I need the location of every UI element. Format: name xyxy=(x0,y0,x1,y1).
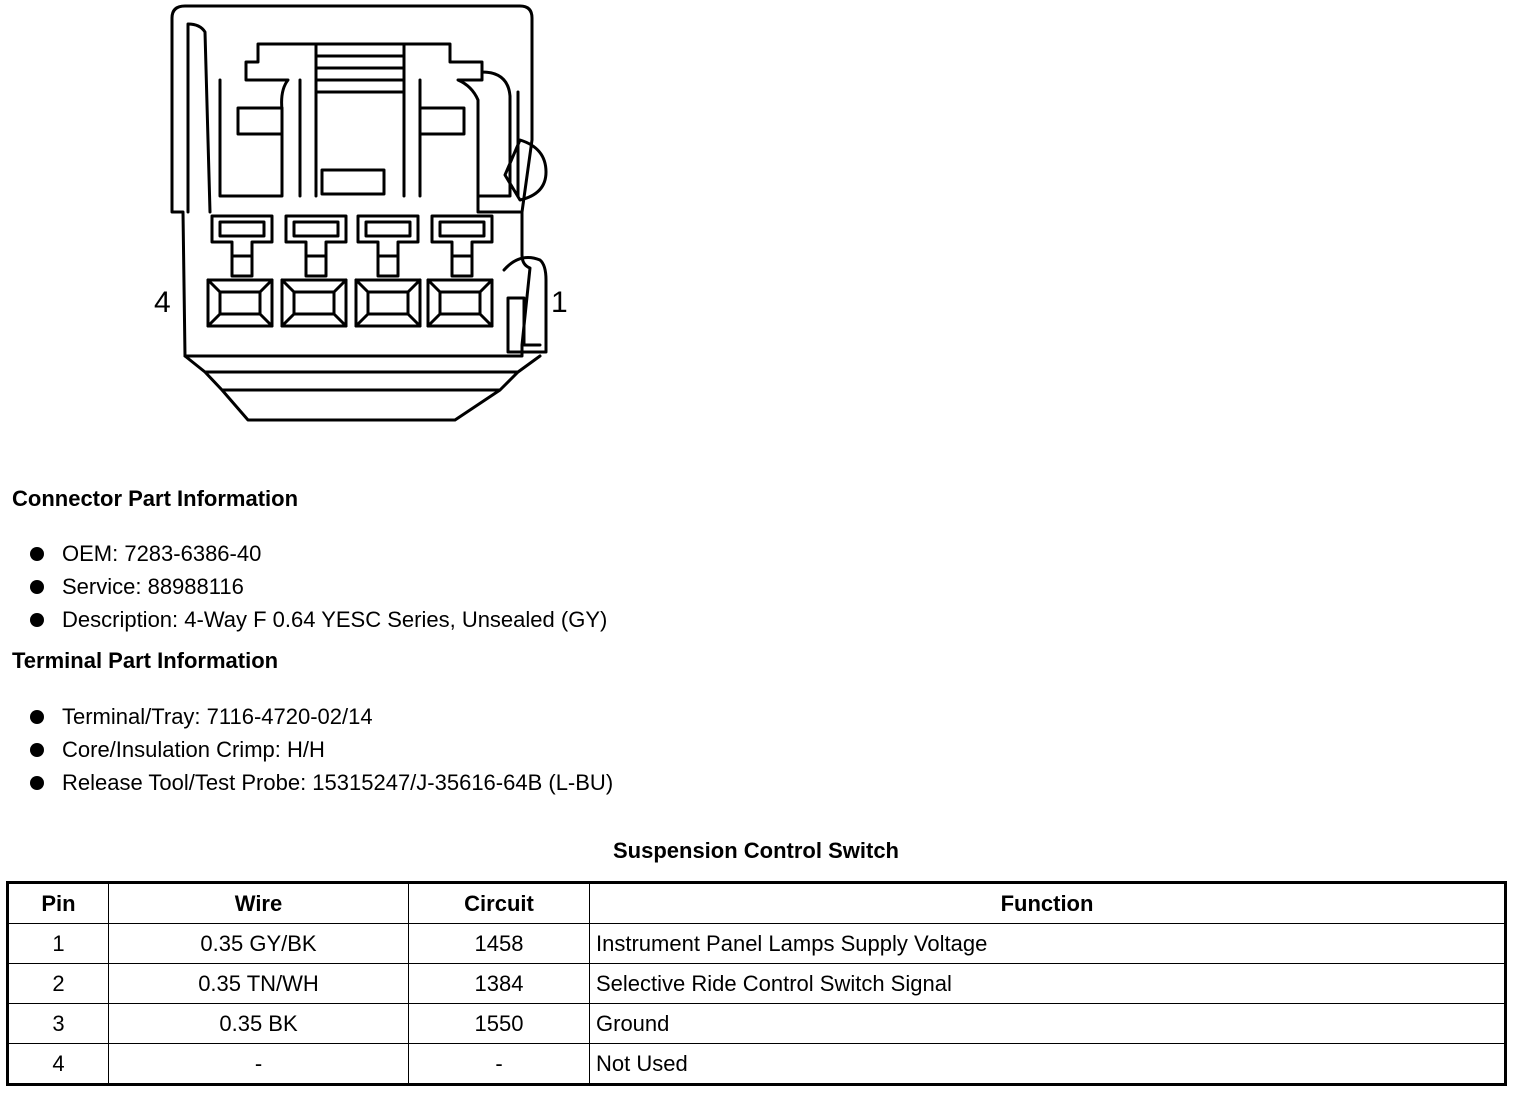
list-item: Description: 4-Way F 0.64 YESC Series, Unsealed (GY) xyxy=(26,603,607,636)
table-row xyxy=(8,1004,1506,1044)
pin-label-right: 1 xyxy=(551,286,568,319)
cell-pin: 3 xyxy=(8,1004,109,1044)
cell-function: Selective Ride Control Switch Signal xyxy=(590,964,1506,1004)
list-item: Core/Insulation Crimp: H/H xyxy=(26,733,613,766)
cell-circuit: 1458 xyxy=(409,924,590,964)
cell-pin: 4 xyxy=(8,1044,109,1085)
center-rails xyxy=(300,44,420,196)
cell-circuit: 1550 xyxy=(409,1004,590,1044)
right-slot xyxy=(420,108,464,134)
bullet-icon xyxy=(30,547,44,561)
list-item: Terminal/Tray: 7116-4720-02/14 xyxy=(26,700,613,733)
connector-info-heading: Connector Part Information xyxy=(12,486,299,511)
cell-pin: 1 xyxy=(8,924,109,964)
cell-wire: - xyxy=(109,1044,409,1085)
connector-drawing xyxy=(140,0,560,430)
bullet-icon xyxy=(30,776,44,790)
connector-skirt xyxy=(185,356,540,420)
terminal-cavities xyxy=(208,280,492,326)
terminal-info-heading: Terminal Part Information xyxy=(12,648,279,673)
cell-wire: 0.35 GY/BK xyxy=(109,924,409,964)
center-window xyxy=(322,170,384,194)
cell-wire: 0.35 BK xyxy=(109,1004,409,1044)
table-title: Suspension Control Switch xyxy=(612,838,899,863)
header-pin: Pin xyxy=(8,883,109,924)
list-item: Service: 88988116 xyxy=(26,570,607,603)
bullet-icon xyxy=(30,710,44,724)
header-function: Function xyxy=(590,883,1506,924)
table-header-row xyxy=(8,883,1506,924)
connector-info-list xyxy=(26,537,607,636)
cell-function: Ground xyxy=(590,1004,1506,1044)
list-item: Release Tool/Test Probe: 15315247/J-35616-64B (L-BU) xyxy=(26,766,613,799)
cell-circuit: 1384 xyxy=(409,964,590,1004)
table-row xyxy=(8,924,1506,964)
table-row xyxy=(8,1044,1506,1085)
header-circuit: Circuit xyxy=(409,883,590,924)
bullet-icon xyxy=(30,613,44,627)
connector-latch-tab xyxy=(504,258,546,352)
header-wire: Wire xyxy=(109,883,409,924)
cell-pin: 2 xyxy=(8,964,109,1004)
bullet-icon xyxy=(30,580,44,594)
terminal-locks xyxy=(212,216,492,276)
bullet-icon xyxy=(30,743,44,757)
cell-circuit: - xyxy=(409,1044,590,1085)
cell-wire: 0.35 TN/WH xyxy=(109,964,409,1004)
table-row xyxy=(8,964,1506,1004)
pin-label-left: 4 xyxy=(154,286,171,319)
pinout-table xyxy=(6,881,1507,1086)
terminal-info-list xyxy=(26,700,613,799)
cell-function: Not Used xyxy=(590,1044,1506,1085)
left-slot xyxy=(238,108,282,134)
list-item: OEM: 7283-6386-40 xyxy=(26,537,607,570)
cell-function: Instrument Panel Lamps Supply Voltage xyxy=(590,924,1506,964)
